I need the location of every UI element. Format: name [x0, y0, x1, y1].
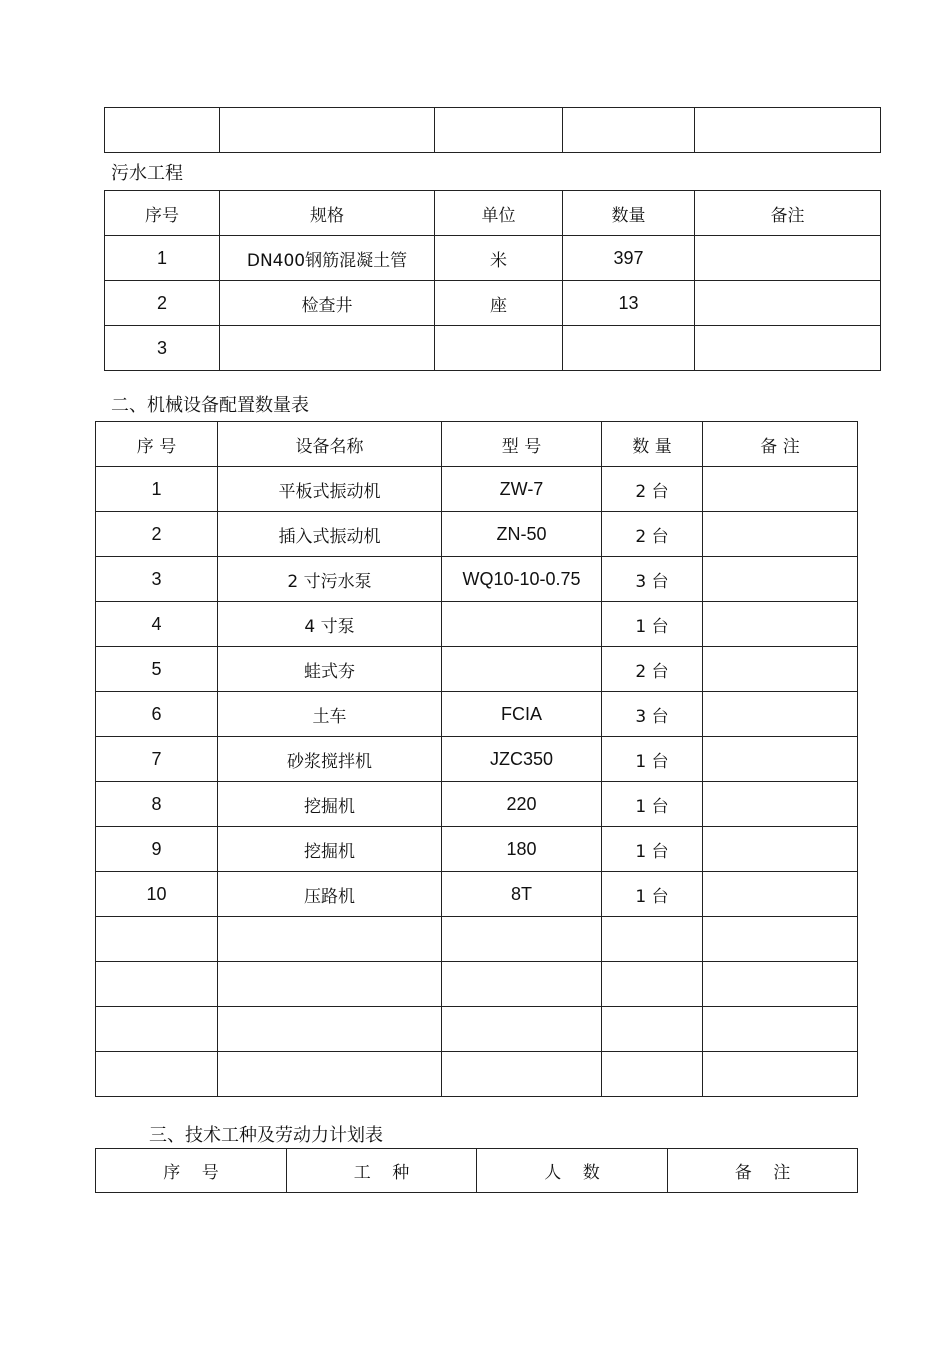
table-header-row [105, 191, 881, 236]
table-cell [563, 326, 695, 371]
table-cell: 挖掘机 [218, 782, 442, 827]
table-cell [703, 962, 858, 1007]
header-cell: 设备名称 [218, 422, 442, 467]
table-cell: 3 [105, 326, 220, 371]
table-cell [602, 1052, 703, 1097]
table-cell: 1 台 [602, 872, 703, 917]
header-cell: 人 数 [477, 1149, 668, 1193]
table-cell: 2 寸污水泵 [218, 557, 442, 602]
table-cell: 4 寸泵 [218, 602, 442, 647]
table-row [96, 557, 858, 602]
table-cell: 米 [435, 236, 563, 281]
table-cell [96, 1007, 218, 1052]
table-cell: 180 [442, 827, 602, 872]
table-cell [96, 917, 218, 962]
table-cell [703, 1007, 858, 1052]
header-cell: 工 种 [287, 1149, 477, 1193]
table-cell: 1 台 [602, 782, 703, 827]
table-cell [602, 1007, 703, 1052]
table-cell: 3 台 [602, 557, 703, 602]
table-cell: 砂浆搅拌机 [218, 737, 442, 782]
table-row [96, 512, 858, 557]
table-cell: ZW-7 [442, 467, 602, 512]
table-cell: 397 [563, 236, 695, 281]
table-cell [218, 917, 442, 962]
labor-table [95, 1148, 858, 1193]
table-cell: 2 [105, 281, 220, 326]
table-row [96, 872, 858, 917]
table-cell: 6 [96, 692, 218, 737]
table-cell [703, 512, 858, 557]
table-cell [703, 1052, 858, 1097]
table-row [96, 602, 858, 647]
table-cell [703, 467, 858, 512]
table-cell: 2 [96, 512, 218, 557]
table-row [96, 827, 858, 872]
table-row [105, 108, 881, 153]
previous-table-tail [104, 107, 881, 153]
table-cell: 1 [96, 467, 218, 512]
table-cell [703, 827, 858, 872]
header-cell: 数 量 [602, 422, 703, 467]
table-cell [442, 647, 602, 692]
table-cell [218, 1052, 442, 1097]
table-cell: 土车 [218, 692, 442, 737]
table-cell: 平板式振动机 [218, 467, 442, 512]
table-cell: 5 [96, 647, 218, 692]
table-cell: 2 台 [602, 467, 703, 512]
table-row [105, 236, 881, 281]
table-cell [96, 962, 218, 1007]
table-cell: 挖掘机 [218, 827, 442, 872]
table-cell: 13 [563, 281, 695, 326]
table-cell: 压路机 [218, 872, 442, 917]
header-cell: 序 号 [96, 1149, 287, 1193]
table-cell: 2 台 [602, 512, 703, 557]
table-cell: 检查井 [220, 281, 435, 326]
header-cell: 序号 [105, 191, 220, 236]
table-cell [220, 326, 435, 371]
table-cell [695, 281, 881, 326]
table-cell [442, 1007, 602, 1052]
table-cell: 蛙式夯 [218, 647, 442, 692]
table-cell: 10 [96, 872, 218, 917]
table-cell [602, 917, 703, 962]
table-row [96, 467, 858, 512]
table-cell [703, 557, 858, 602]
table-cell: 1 台 [602, 602, 703, 647]
table-cell [703, 647, 858, 692]
table-row [105, 326, 881, 371]
table-cell [703, 737, 858, 782]
table-cell: JZC350 [442, 737, 602, 782]
sewage-table [104, 190, 881, 371]
table-cell [442, 962, 602, 1007]
labor-section-title: 三、技术工种及劳动力计划表 [149, 1125, 383, 1146]
table-cell: 1 [105, 236, 220, 281]
table-cell: 7 [96, 737, 218, 782]
table-cell [695, 326, 881, 371]
header-cell: 备 注 [668, 1149, 858, 1193]
table-cell [703, 602, 858, 647]
table-cell: 3 [96, 557, 218, 602]
table-cell [703, 917, 858, 962]
table-row [96, 917, 858, 962]
header-cell: 数量 [563, 191, 695, 236]
table-cell [218, 1007, 442, 1052]
table-cell: 3 台 [602, 692, 703, 737]
table-cell [442, 917, 602, 962]
table-header-row [96, 422, 858, 467]
header-cell: 备注 [695, 191, 881, 236]
table-cell [695, 236, 881, 281]
table-cell [442, 1052, 602, 1097]
table-cell: FCIA [442, 692, 602, 737]
table-cell [703, 692, 858, 737]
header-cell: 规格 [220, 191, 435, 236]
table-row [96, 962, 858, 1007]
table-cell: 1 台 [602, 737, 703, 782]
table-cell [442, 602, 602, 647]
table-cell [435, 326, 563, 371]
table-row [96, 1007, 858, 1052]
table-cell [703, 782, 858, 827]
table-row [96, 782, 858, 827]
table-cell: 1 台 [602, 827, 703, 872]
table-cell: 4 [96, 602, 218, 647]
equipment-section-title: 二、机械设备配置数量表 [111, 395, 309, 416]
table-cell: 220 [442, 782, 602, 827]
table-cell: 插入式振动机 [218, 512, 442, 557]
table-cell [602, 962, 703, 1007]
table-row [96, 1052, 858, 1097]
table-cell: 9 [96, 827, 218, 872]
table-cell [218, 962, 442, 1007]
header-cell: 单位 [435, 191, 563, 236]
table-cell: 8T [442, 872, 602, 917]
equipment-table [95, 421, 858, 1097]
header-cell: 序 号 [96, 422, 218, 467]
table-row [105, 281, 881, 326]
table-cell [96, 1052, 218, 1097]
header-cell: 备 注 [703, 422, 858, 467]
table-cell: DN400钢筋混凝土管 [220, 236, 435, 281]
table-cell: 座 [435, 281, 563, 326]
table-cell: 8 [96, 782, 218, 827]
table-row [96, 692, 858, 737]
table-header-row [96, 1149, 858, 1193]
table-row [96, 647, 858, 692]
table-cell: ZN-50 [442, 512, 602, 557]
table-row [96, 737, 858, 782]
table-cell: WQ10-10-0.75 [442, 557, 602, 602]
header-cell: 型 号 [442, 422, 602, 467]
table-cell [703, 872, 858, 917]
sewage-section-title: 污水工程 [111, 163, 183, 184]
table-cell: 2 台 [602, 647, 703, 692]
